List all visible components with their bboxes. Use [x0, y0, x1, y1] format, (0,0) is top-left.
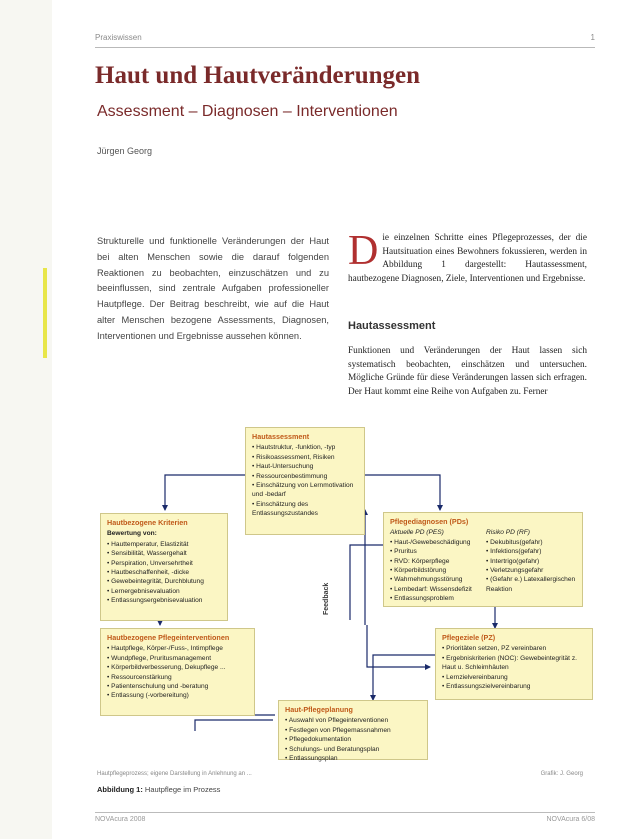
intervention-item: • Hautpflege, Körper-/Fuss-, Intimpflege [107, 644, 248, 653]
arrow-planning-interventions [195, 720, 273, 731]
diagnosis-item: • Lernbedarf: Wissensdefizit [390, 585, 480, 594]
criteria-item: • Hautbeschaffenheit, -dicke [107, 568, 221, 577]
criteria-subtitle: Bewertung von: [107, 530, 157, 538]
footer-left: NOVAcura 2008 [95, 816, 146, 823]
diagnosis-item: • Wahrnehmungsstörung [390, 575, 480, 584]
goal-item: • Entlassungszielvereinbarung [442, 682, 586, 691]
diagnoses-col2-head: Risiko PD (RF) [486, 529, 530, 537]
assessment-item: • Risikoassessment, Risiken [252, 453, 358, 462]
box-criteria [100, 513, 228, 621]
diagnoses-col1-head: Aktuelle PD (PES) [390, 529, 444, 537]
figure-source: Hautpflegeprozess; eigene Darstellung in Anlehnung an ... [97, 771, 252, 777]
author: Jürgen Georg [97, 146, 153, 156]
risk-item: • Dekubitus(gefahr) [486, 538, 576, 547]
planning-item: • Schulungs- und Beratungsplan [285, 745, 421, 754]
box-interventions-title: Hautbezogene Pflegeinterventionen [107, 633, 230, 642]
intervention-item: • Körperbildverbesserung, Dekupflege ... [107, 663, 248, 672]
caption-text: Hautpflege im Prozess [144, 785, 221, 794]
figure-credit: Grafik: J. Georg [540, 771, 583, 777]
intervention-item: • Ressourcenstärkung [107, 673, 248, 682]
diagnosis-item: • Körperbildstörung [390, 566, 480, 575]
diagnosis-item: • Pruritus [390, 547, 480, 556]
criteria-item: • Lernergebnisevaluation [107, 587, 221, 596]
intro-paragraph [348, 228, 587, 286]
arrow-planning-goals [367, 625, 430, 667]
assessment-item: • Haut-Untersuchung [252, 462, 358, 471]
risk-item: • Infektions(gefahr) [486, 547, 576, 556]
arrow-assessment-criteria [165, 475, 245, 510]
box-assessment [245, 427, 365, 535]
article-subtitle: Assessment – Diagnosen – Interventionen [97, 103, 398, 120]
box-diagnoses-title: Pflegediagnosen (PDs) [390, 517, 469, 526]
criteria-item: • Perspiration, Unversehrtheit [107, 559, 221, 568]
planning-item: • Entlassungsplan [285, 754, 421, 763]
risk-item: • Intertrigo(gefahr) [486, 557, 576, 566]
box-interventions [100, 628, 255, 716]
planning-item: • Festlegen von Pflegemassnahmen [285, 726, 421, 735]
running-head-left: Praxiswissen [95, 33, 142, 42]
planning-item: • Auswahl von Pflegeinterventionen [285, 716, 421, 725]
criteria-item: • Gewebeintegrität, Durchblutung [107, 577, 221, 586]
criteria-item: • Entlassungsergebnisevaluation [107, 596, 221, 605]
article-title: Haut und Hautveränderungen [95, 62, 421, 89]
planning-item: • Pflegedokumentation [285, 735, 421, 744]
arrow-assessment-diagnoses [363, 475, 440, 510]
section-heading: Hautassessment [348, 320, 436, 332]
margin-strip [0, 0, 52, 839]
criteria-item: • Hauttemperatur, Elastizität [107, 540, 221, 549]
diagnosis-item: • Entlassungsproblem [390, 594, 480, 603]
assessment-item: • Einschätzung von Lernmotivation und -bedarf [252, 481, 358, 500]
process-diagram [95, 415, 595, 763]
box-assessment-title: Hautassessment [252, 432, 310, 441]
drop-cap: D [348, 228, 379, 274]
running-head [95, 33, 595, 48]
goal-item: • Ergebniskriterien (NOC): Gewebeintegrität z. Haut u. Schleimhäuten [442, 654, 586, 673]
goal-item: • Lernzielvereinbarung [442, 673, 586, 682]
arrow-goals-planning [373, 655, 435, 700]
intro-text: ie einzelnen Schritte eines Pflegeprozesses, der die Hautsituation eines Bewohners fokussieren, werden in Abbildung 1 dargestellt: Hautassessment, hautbezogene Diagnosen, Ziele, Interventionen und Ergebnisse. [348, 233, 587, 284]
box-planning [278, 700, 428, 763]
page-number: 1 [590, 33, 595, 42]
risk-item: • Verletzungsgefahr [486, 566, 576, 575]
footer-right: NOVAcura 6/08 [546, 816, 595, 823]
page-footer [95, 812, 595, 823]
goal-item: • Prioritäten setzen, PZ vereinbaren [442, 644, 586, 653]
box-goals [435, 628, 593, 700]
feedback-label: Feedback [323, 582, 330, 615]
box-goals-title: Pflegeziele (PZ) [442, 633, 496, 642]
criteria-item: • Sensibilität, Wassergehalt [107, 549, 221, 558]
yellow-tab [43, 268, 47, 358]
diagnosis-item: • Haut-/Gewebeschädigung [390, 538, 480, 547]
intervention-item: • Patientenschulung und -beratung [107, 682, 248, 691]
diagnosis-item: • RVD: Körperpflege [390, 557, 480, 566]
abstract: Strukturelle und funktionelle Veränderungen der Haut bei alten Menschen sowie die darauf folgenden Reaktionen zu beobachten, einzuschätzen und zu beeinflussen, sind zentrale Aufgaben professioneller Hautpflege. Der Beitrag beschreibt, wie auf die Haut alter Menschen bezogene Assessments, Diagnosen, Interventionen und Ergebnisse aussehen können. [97, 236, 329, 341]
risk-item: • (Gefahr e.) Latexallergischen Reaktion [486, 575, 576, 594]
assessment-item: • Hautstruktur, -funktion, -typ [252, 443, 358, 452]
section-text: Funktionen und Veränderungen der Haut lassen sich systematisch beobachten, einschätzen und untersuchen. Mögliche Gründe für diese Veränderungen lassen sich erfragen. Der Haut kommt eine Reihe von Aufgaben zu. Ferner [348, 346, 587, 397]
assessment-item: • Einschätzung des Entlassungszustandes [252, 500, 358, 519]
figure-caption [97, 785, 220, 794]
box-criteria-title: Hautbezogene Kriterien [107, 518, 188, 527]
intervention-item: • Entlassung (-vorbereitung) [107, 691, 248, 700]
box-diagnoses [383, 512, 583, 607]
intervention-item: • Wundpflege, Pruritusmanagement [107, 654, 248, 663]
assessment-item: • Ressourcenbestimmung [252, 472, 358, 481]
box-planning-title: Haut-Pflegeplanung [285, 705, 353, 714]
caption-label: Abbildung 1: [97, 785, 143, 794]
